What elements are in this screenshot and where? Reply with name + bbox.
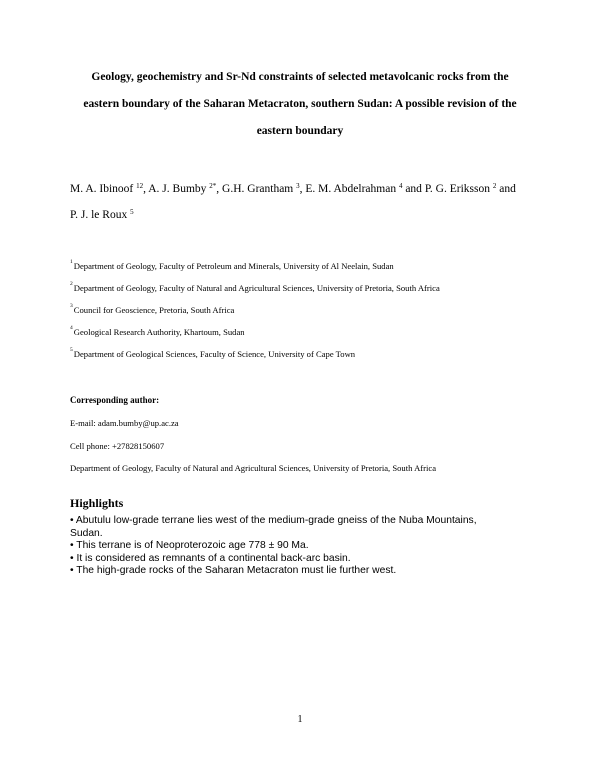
affiliation <box>70 305 540 315</box>
affiliation <box>70 283 540 293</box>
author-name: P. G. Eriksson <box>424 183 490 195</box>
highlight-item: • This terrane is of Neoproterozoic age 778 ± 90 Ma. <box>70 540 309 551</box>
affiliation-number: 5 <box>70 347 73 353</box>
author-separator: and <box>402 183 425 195</box>
affiliation-number: 1 <box>70 259 73 265</box>
corresponding-address: Department of Geology, Faculty of Natural and Agricultural Sciences, University of Pretoria, South Africa <box>70 463 437 473</box>
author-affiliation-mark: 3 <box>296 182 300 190</box>
author-name: A. J. Bumby <box>148 183 207 195</box>
affiliation-text: Council for Geoscience, Pretoria, South Africa <box>73 305 235 315</box>
affiliation-text: Department of Geology, Faculty of Petroleum and Minerals, University of Al Neelain, Sudan <box>73 261 394 271</box>
affiliation-text: Department of Geological Sciences, Faculty of Science, University of Cape Town <box>73 349 356 359</box>
title-line: eastern boundary of the Saharan Metacraton, southern Sudan: A possible revision of the <box>83 98 517 110</box>
author-affiliation-mark: 2* <box>209 182 217 190</box>
corresponding-email: E-mail: adam.bumby@up.ac.za <box>70 418 179 428</box>
affiliation <box>70 327 540 337</box>
highlight-item: • Abutulu low-grade terrane lies west of the medium-grade gneiss of the Nuba Mountains, Sudan. <box>70 515 477 539</box>
author-separator: , <box>299 183 306 195</box>
author-separator: , <box>143 183 149 195</box>
paper-title <box>70 64 530 145</box>
author-name: E. M. Abdelrahman <box>305 183 397 195</box>
author-separator: , <box>216 183 223 195</box>
author-affiliation-mark: 4 <box>398 182 403 190</box>
highlight-item: • It is considered as remnants of a continental back-arc basin. <box>70 552 351 564</box>
highlights-heading: Highlights <box>70 496 124 510</box>
affiliation-number: 2 <box>70 281 73 287</box>
affiliation <box>70 261 540 271</box>
title-line: eastern boundary <box>256 125 344 137</box>
author-separator: and <box>496 183 516 195</box>
author-affiliation-mark: 2 <box>492 182 497 190</box>
page-number: 1 <box>297 714 303 725</box>
affiliation-text: Geological Research Authority, Khartoum, Sudan <box>73 327 245 337</box>
corresponding-phone: Cell phone: +27828150607 <box>70 441 165 451</box>
affiliation-number: 3 <box>70 303 73 309</box>
affiliation-text: Department of Geology, Faculty of Natural and Agricultural Sciences, University of Pretoria, South Africa <box>73 283 440 293</box>
author-affiliation-mark: 12 <box>136 182 144 190</box>
affiliation-number: 4 <box>70 325 73 331</box>
author-list <box>70 176 540 228</box>
title-line: Geology, geochemistry and Sr-Nd constraints of selected metavolcanic rocks from the <box>91 71 509 83</box>
highlights-list <box>70 515 510 578</box>
affiliation <box>70 349 540 359</box>
author-name: G.H. Grantham <box>222 183 294 195</box>
author-name: P. J. le Roux <box>70 209 128 221</box>
corresponding-author-heading: Corresponding author: <box>70 395 160 405</box>
author-affiliation-mark: 5 <box>130 208 134 216</box>
author-name: M. A. Ibinoof <box>70 183 134 195</box>
highlight-item: • The high-grade rocks of the Saharan Metacraton must lie further west. <box>70 565 397 576</box>
